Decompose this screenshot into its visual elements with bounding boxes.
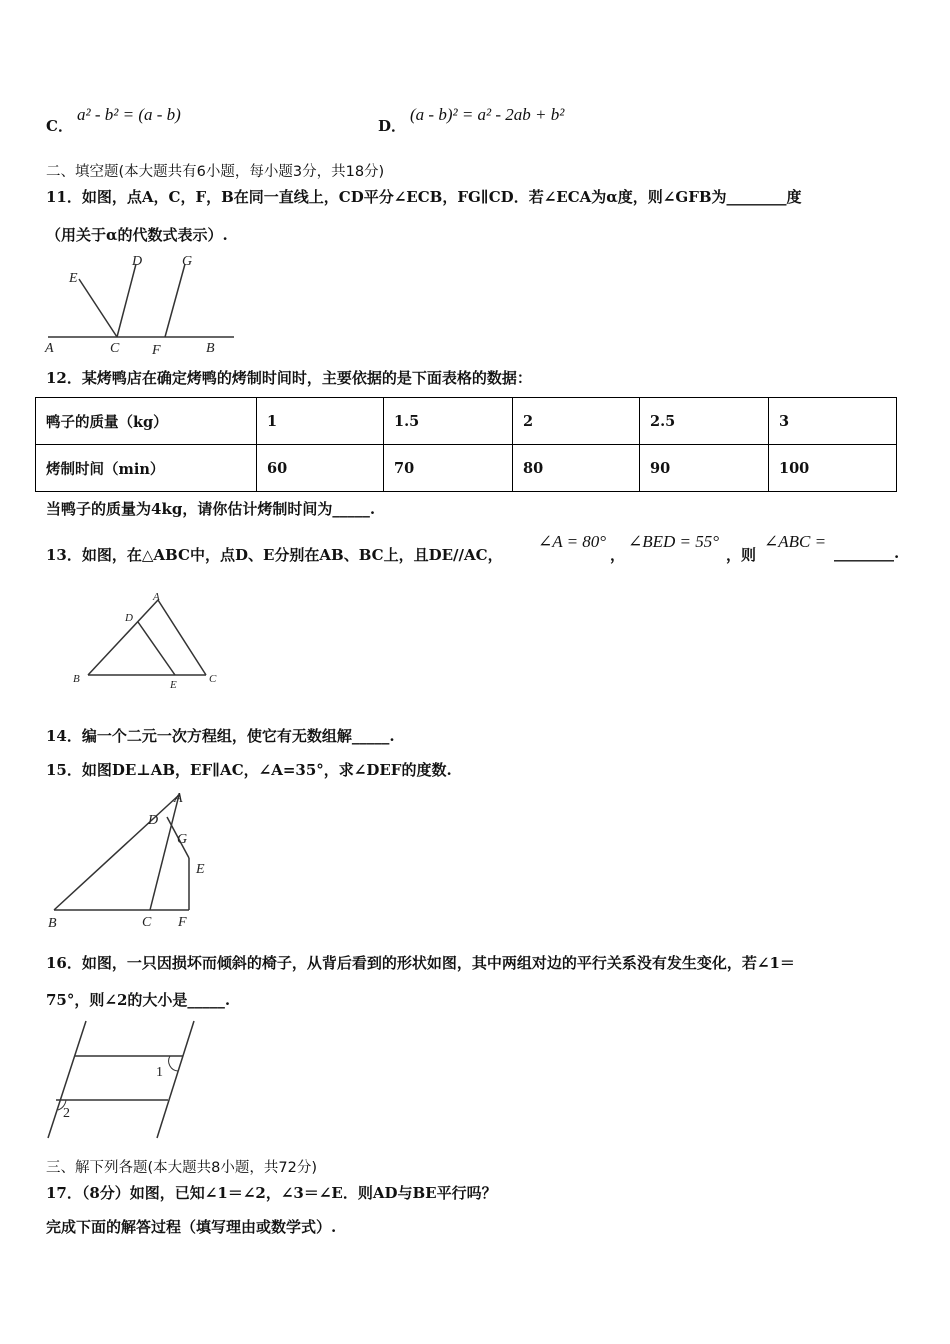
q16-label-2: 2: [63, 1106, 70, 1121]
q12-after-text: 当鸭子的质量为4kg，请你估计烤制时间为_____.: [46, 500, 376, 518]
q11-text: 11．如图，点A，C，F，B在同一直线上，CD平分∠ECB，FG∥CD．若∠ECA为α度，则∠GFB为________度: [46, 188, 802, 206]
q11-label-a: A: [45, 341, 54, 356]
table-cell: 1: [257, 398, 384, 445]
q15-label-c: C: [142, 915, 152, 930]
q15-label-g: G: [177, 832, 188, 847]
option-c-label: C．: [46, 117, 73, 135]
q13-label-b: B: [73, 673, 80, 685]
q13-label-a: A: [153, 591, 160, 603]
q13-angle-abc: ∠ABC =: [764, 532, 827, 551]
table-header-mass: 鸭子的质量（kg）: [36, 398, 257, 445]
q13-angle-bed: ∠BED = 55°: [628, 532, 720, 551]
q16-text-2: 75°，则∠2的大小是_____.: [46, 991, 231, 1009]
q11-figure: [44, 254, 239, 356]
table-cell: 80: [513, 445, 640, 492]
table-cell: 2.5: [640, 398, 769, 445]
q11-label-b: B: [206, 341, 215, 356]
q14-text: 14．编一个二元一次方程组，使它有无数组解_____.: [46, 727, 395, 745]
q15-label-a: A: [174, 791, 183, 806]
q13-then: ，则: [726, 546, 757, 564]
q15-label-b: B: [48, 916, 57, 931]
q11-label-e: E: [69, 271, 78, 286]
q11-label-c: C: [110, 341, 120, 356]
q12-text: 12．某烤鸭店在确定烤鸭的烤制时间时，主要依据的是下面表格的数据：: [46, 369, 532, 387]
q13-text: 13．如图，在△ABC中，点D、E分别在AB、BC上，且DE//AC，: [46, 546, 503, 564]
q13-label-d: D: [125, 612, 133, 624]
table-cell: 2: [513, 398, 640, 445]
option-d-label: D．: [378, 117, 407, 135]
q15-label-d: D: [148, 813, 159, 828]
q15-text: 15．如图DE⊥AB，EF∥AC，∠A=35°，求∠DEF的度数.: [46, 761, 452, 779]
section-2-heading: 二、填空题(本大题共有6小题，每小题3分，共18分): [46, 164, 385, 180]
table-cell: 70: [384, 445, 513, 492]
q12-data-table: [35, 397, 897, 492]
q15-label-f: F: [178, 915, 187, 930]
q13-label-e: E: [170, 679, 177, 691]
q17-text-2: 完成下面的解答过程（填写理由或数学式）.: [46, 1218, 337, 1236]
q16-figure: [44, 1016, 204, 1141]
table-cell: 100: [769, 445, 897, 492]
q15-label-e: E: [196, 862, 205, 877]
q11-label-g: G: [182, 254, 193, 269]
table-cell: 3: [769, 398, 897, 445]
q16-label-1: 1: [156, 1065, 163, 1080]
q13-angle-a: ∠A = 80°: [538, 532, 607, 551]
option-c-formula: a² - b² = (a - b): [77, 105, 181, 124]
table-cell: 1.5: [384, 398, 513, 445]
q11-text-2: （用关于α的代数式表示）.: [46, 226, 228, 244]
q13-figure: [70, 588, 225, 691]
q11-label-d: D: [132, 254, 143, 269]
table-header-time: 烤制时间（min）: [36, 445, 257, 492]
q13-label-c: C: [209, 673, 217, 685]
option-d-formula: (a - b)² = a² - 2ab + b²: [410, 105, 565, 124]
table-cell: 90: [640, 445, 769, 492]
q13-blank: ________.: [834, 544, 900, 562]
section-3-heading: 三、解下列各题(本大题共8小题，共72分): [46, 1160, 317, 1176]
table-row: [36, 398, 897, 445]
table-row: [36, 445, 897, 492]
table-cell: 60: [257, 445, 384, 492]
q13-separator: ，: [610, 546, 626, 564]
q15-figure: [44, 790, 219, 932]
q11-label-f: F: [152, 343, 161, 358]
q17-text: 17．（8分）如图，已知∠1＝∠2，∠3＝∠E．则AD与BE平行吗？: [46, 1184, 497, 1202]
q16-text: 16．如图，一只因损坏而倾斜的椅子，从背后看到的形状如图，其中两组对边的平行关系没有发生变化，若∠1＝: [46, 954, 795, 972]
